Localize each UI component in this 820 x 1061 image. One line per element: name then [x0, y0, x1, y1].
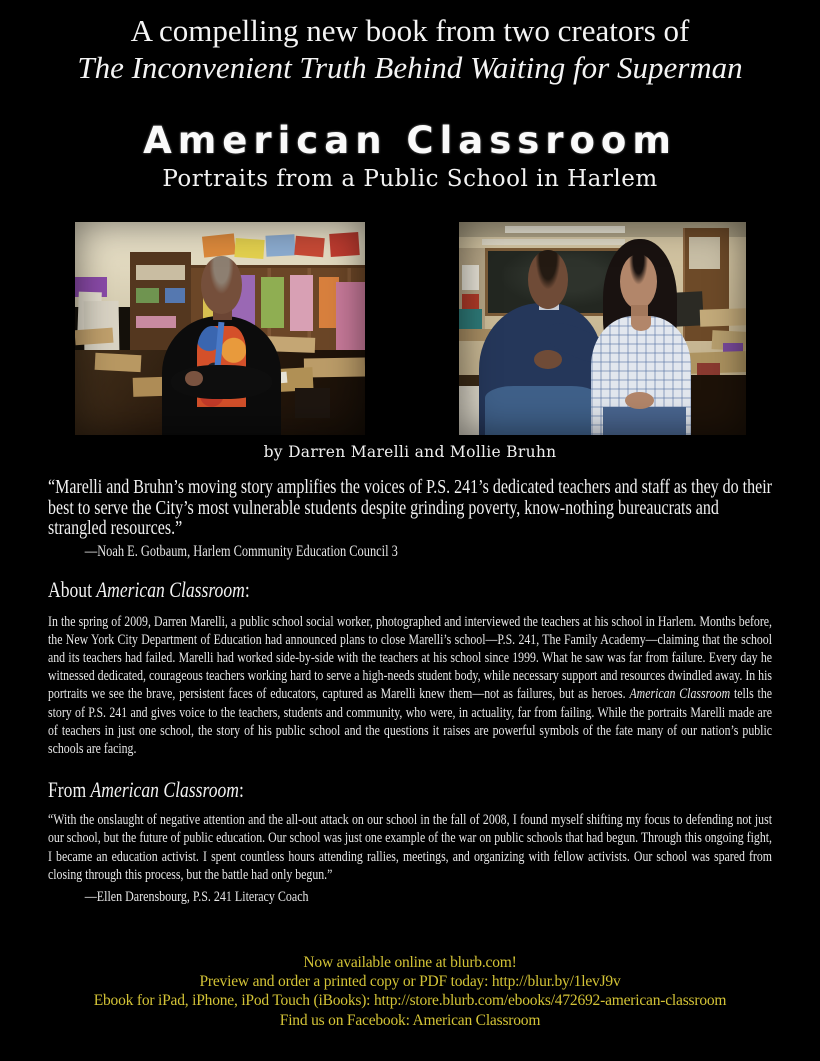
about-heading-book-title: American Classroom: [96, 576, 245, 602]
availability-line: Now available online at blurb.com!: [303, 954, 517, 971]
from-heading-prefix: From: [48, 777, 91, 803]
from-heading: [48, 776, 772, 803]
facebook-line: Find us on Facebook: American Classroom: [279, 1011, 541, 1029]
excerpt-quote: “With the onslaught of negative attention and the all-out attack on our school in the fall of 2008, I found myself shifting my focus to defending not just our school, but the future of public education. Our school was just one example of the war on public schools that had begun. Through this ongoing fight, I became an education activist. I spent countless hours attending rallies, meetings, and organizing with fellow activists. Our school was spared from closing through this process, but the battle had only begun.”: [48, 812, 772, 883]
book-title: American Classroom: [143, 119, 677, 162]
about-paragraph-text: In the spring of 2009, Darren Marelli, a public school social worker, photographed and interviewed the teachers at his school in Harlem. Months before, the New York City Department of Education had announced plans to close Marelli’s school—P.S. 241, The Family Academy—claiming that the school and its teachers had failed. Marelli had worked side-by-side with the teachers at his school since 1999. What he saw was far from failure. Every day he witnessed dedicated, courageous teachers working hard to serve a high-needs student body, while necessary support and resources dwindled away. In his portraits we see the brave, persistent faces of educators, captured as Marelli knew them—not as failures, but as heroes.: [48, 613, 772, 703]
byline: by Darren Marelli and Mollie Bruhn: [263, 443, 557, 461]
footer: [0, 953, 820, 1030]
header-tagline: A compelling new book from two creators of: [130, 13, 690, 48]
photo-right-vignette: [459, 222, 746, 435]
about-heading: [48, 576, 772, 603]
photo-left-vignette: [75, 222, 365, 435]
from-heading-colon: :: [239, 777, 244, 803]
preview-order-link-line[interactable]: Preview and order a printed copy or PDF today: http://blur.by/1levJ9v: [199, 973, 621, 991]
photo-authors-classroom: [459, 222, 746, 435]
book-subtitle: Portraits from a Public School in Harlem: [162, 166, 658, 192]
review-quote: “Marelli and Bruhn’s moving story amplifies the voices of P.S. 241’s dedicated teachers and staff as they do their best to serve the City’s most vulnerable students despite grinding poverty, know-nothing bureaucrats and strangled resources.”: [48, 477, 772, 539]
about-paragraph-text: tells the story of P.S. 241 and gives voice to the teachers, students and community, who were, in actuality, far from failing. While the portraits Marelli made are of teachers in just one school, the story of his public school and the questions it raises are powerful symbols of the fate many of our nation’s public schools are facing.: [48, 686, 772, 757]
header: [0, 12, 820, 86]
from-heading-book-title: American Classroom: [90, 777, 240, 803]
text-column: [48, 477, 772, 955]
about-paragraph-book-title: American Classroom: [629, 686, 731, 703]
about-heading-colon: :: [244, 576, 250, 602]
review-attribution: —Noah E. Gotbaum, Harlem Community Education Council 3: [84, 542, 398, 560]
ebook-link-line[interactable]: Ebook for iPad, iPhone, iPod Touch (iBooks): http://store.blurb.com/ebooks/472692-american-classroom: [93, 992, 727, 1010]
photo-teacher-classroom: [75, 222, 365, 435]
about-heading-prefix: About: [48, 576, 97, 602]
title-block: [0, 120, 820, 193]
excerpt-attribution: —Ellen Darensbourg, P.S. 241 Literacy Coach: [84, 888, 309, 905]
about-paragraph: [48, 613, 772, 759]
header-prior-work-title: The Inconvenient Truth Behind Waiting for Superman: [77, 50, 743, 85]
